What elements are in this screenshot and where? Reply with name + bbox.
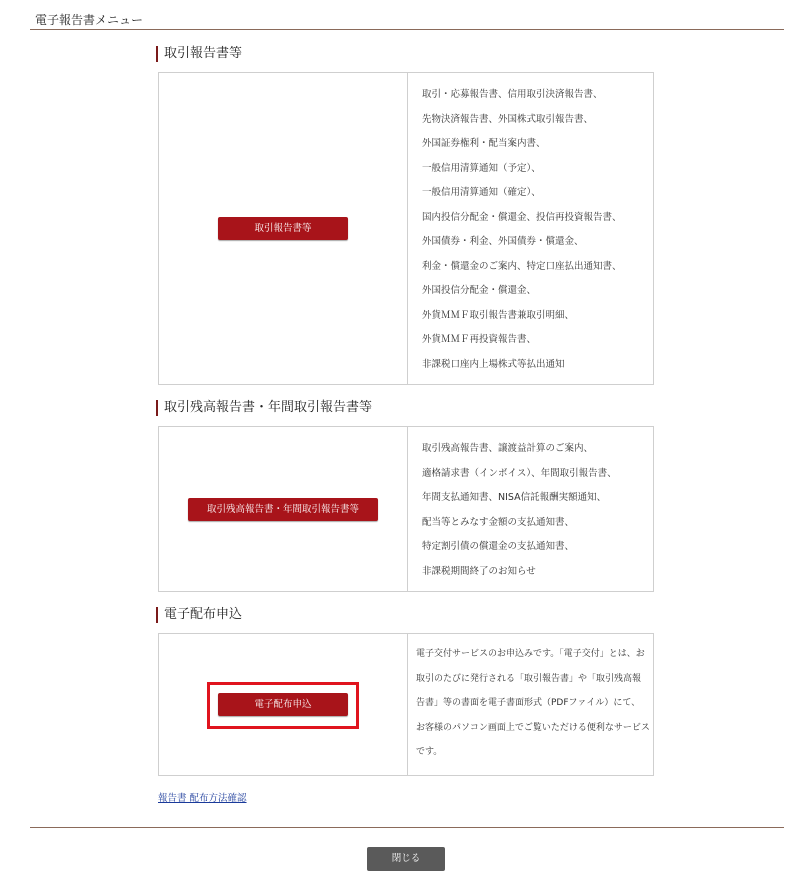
balance-reports-button[interactable]: 取引残高報告書・年間取引報告書等 [188, 498, 378, 521]
trade-reports-box [158, 72, 654, 385]
bottom-divider [30, 827, 784, 828]
description-line: 非課税口座内上場株式等払出通知 [422, 358, 565, 370]
trade-reports-button[interactable]: 取引報告書等 [218, 217, 348, 240]
balance-reports-description [408, 427, 653, 591]
delivery-method-link[interactable]: 報告書 配布方法確認 [158, 793, 247, 804]
description-line: 取引・応募報告書、信用取引決済報告書、 [422, 89, 603, 100]
description-line: 非課税期間終了のお知らせ [422, 565, 536, 577]
balance-reports-box [158, 426, 654, 592]
description-line: 外貨ＭＭＦ再投資報告書、 [422, 334, 537, 345]
description-line: 国内投信分配金・償還金、投信再投資報告書、 [422, 211, 622, 223]
e-delivery-apply-button[interactable]: 電子配布申込 [218, 693, 348, 716]
page-title: 電子報告書メニュー [35, 13, 144, 27]
description-line: 利金・償還金のご案内、特定口座払出通知書、 [422, 260, 622, 272]
description-line: です。 [416, 747, 443, 757]
description-line: 先物決済報告書、外国株式取引報告書、 [422, 113, 594, 125]
section-heading-balance-reports: 取引残高報告書・年間取引報告書等 [156, 400, 372, 416]
section-heading-e-delivery: 電子配布申込 [156, 607, 242, 623]
description-line: 年間支払通知書、NISA信託報酬実額通知、 [422, 492, 607, 503]
highlight-box [207, 682, 359, 729]
description-line: 外国債券・利金、外国債券・償還金、 [422, 236, 584, 247]
description-line: 特定割引債の償還金の支払通知書、 [422, 541, 575, 552]
description-line: 一般信用清算通知（確定）、 [422, 187, 541, 198]
description-line: お客様のパソコン画面上でご覧いただける便利なサービス [416, 722, 650, 733]
description-line: 外国投信分配金・償還金、 [422, 285, 537, 296]
description-line: 告書」等の書面を電子書面形式（PDFファイル）にて、 [416, 698, 641, 708]
e-delivery-description [408, 634, 653, 775]
description-line: 外国証券権利・配当案内書、 [422, 138, 546, 149]
trade-reports-description [408, 73, 653, 384]
close-button[interactable]: 閉じる [367, 847, 445, 871]
description-line: 取引残高報告書、譲渡益計算のご案内、 [422, 443, 594, 454]
description-line: 一般信用清算通知（予定）、 [422, 162, 541, 174]
description-line: 取引のたびに発行される「取引報告書」や「取引残高報 [416, 673, 642, 684]
section-heading-trade-reports: 取引報告書等 [156, 46, 242, 62]
description-line: 配当等とみなす金額の支払通知書、 [422, 516, 575, 528]
description-line: 電子交付サービスのお申込みです。「電子交付」とは、お [416, 649, 645, 659]
top-divider [30, 29, 784, 30]
description-line: 外貨ＭＭＦ取引報告書兼取引明細、 [422, 309, 575, 321]
description-line: 適格請求書（インボイス）、年間取引報告書、 [422, 467, 617, 479]
